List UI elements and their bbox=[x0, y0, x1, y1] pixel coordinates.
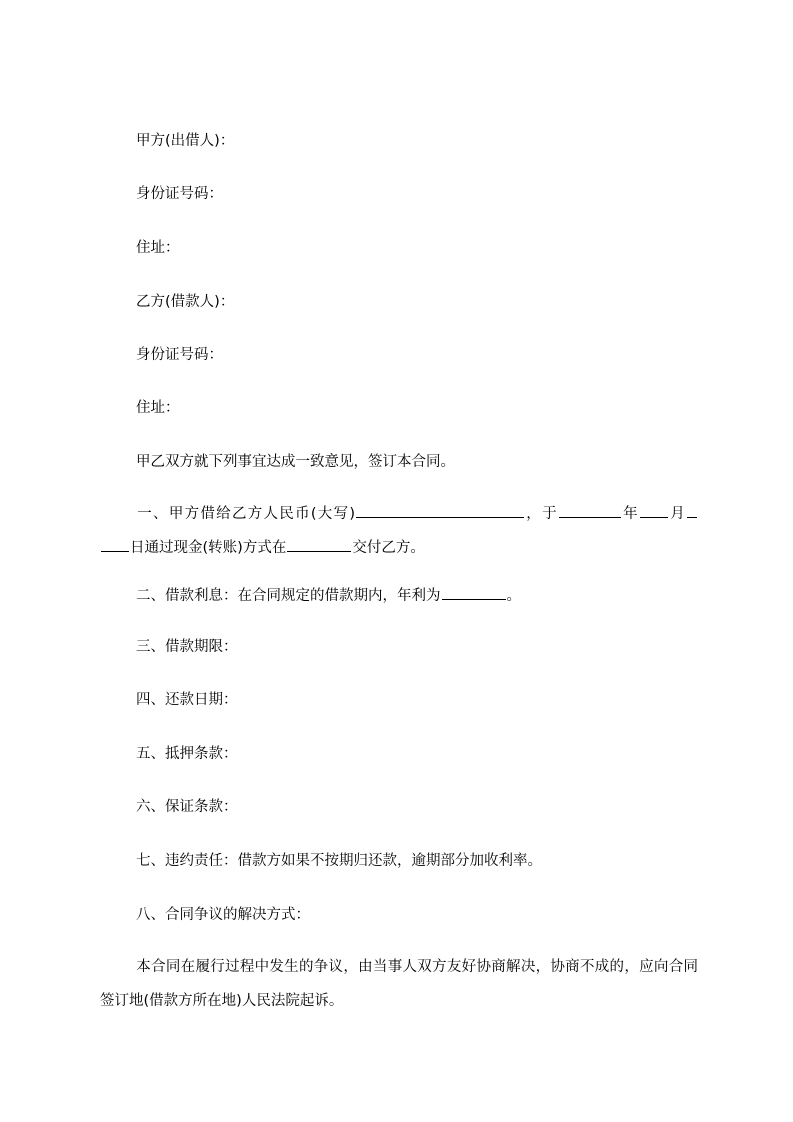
dispute-text: 本合同在履行过程中发生的争议，由当事人双方友好协商解决，协商不成的，应向合同签订地(借款方所在地)人民法院起诉。 bbox=[100, 959, 698, 1009]
clause-6: 六、保证条款： bbox=[136, 799, 238, 815]
month-blank bbox=[640, 502, 668, 518]
clause-4: 四、还款日期： bbox=[136, 692, 238, 708]
day-blank-start bbox=[687, 502, 697, 518]
party-b-id-label: 身份证号码： bbox=[136, 347, 223, 363]
clause-5: 五、抵押条款： bbox=[136, 746, 238, 762]
party-a-address-label: 住址： bbox=[136, 240, 180, 256]
clause-3: 三、借款期限： bbox=[136, 639, 238, 655]
clause-1-prefix: 一、甲方借给乙方人民币(大写) bbox=[136, 506, 356, 522]
amount-blank bbox=[356, 502, 524, 518]
party-b-address-label: 住址： bbox=[136, 400, 180, 416]
dispute-paragraph bbox=[100, 950, 698, 1018]
intro-text: 甲乙双方就下列事宜达成一致意见，签订本合同。 bbox=[136, 454, 455, 470]
clause-1-date-intro: ，于 bbox=[525, 506, 558, 522]
party-b-title: 乙方(借款人)： bbox=[136, 294, 235, 310]
clause-2-end: 。 bbox=[506, 588, 521, 604]
clause-7: 七、违约责任：借款方如果不按期归还款，逾期部分加收利率。 bbox=[136, 853, 542, 869]
year-label: 年 bbox=[621, 506, 639, 522]
clause-2 bbox=[136, 584, 521, 606]
party-a-id-label: 身份证号码： bbox=[136, 186, 223, 202]
day-blank bbox=[101, 536, 129, 552]
clause-8: 八、合同争议的解决方式： bbox=[136, 907, 310, 923]
clause-1-payment: 日通过现金(转账)方式在 bbox=[130, 540, 287, 556]
clause-1-end: 交付乙方。 bbox=[352, 540, 425, 556]
month-label: 月 bbox=[668, 506, 686, 522]
place-blank bbox=[287, 536, 351, 552]
clause-2-text: 二、借款利息：在合同规定的借款期内，年利为 bbox=[136, 588, 441, 604]
party-a-title: 甲方(出借人)： bbox=[136, 133, 235, 149]
clause-1 bbox=[100, 497, 698, 565]
year-blank bbox=[559, 502, 621, 518]
rate-blank bbox=[442, 584, 506, 600]
